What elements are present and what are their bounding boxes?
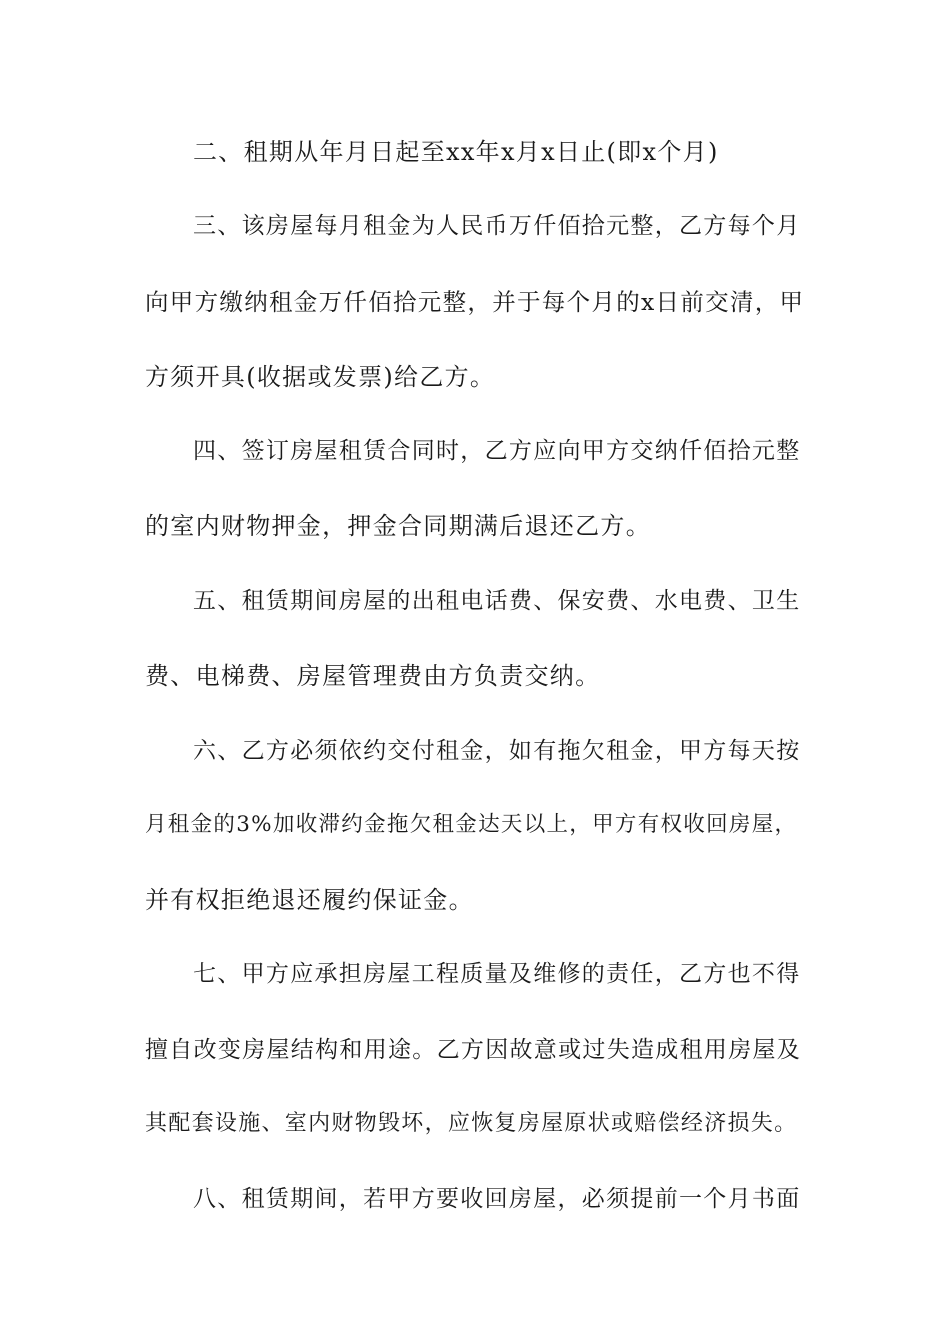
clause-5-line-1: 五、租赁期间房屋的出租电话费、保安费、水电费、卫生 xyxy=(193,588,801,614)
clause-6-line-3: 并有权拒绝退还履约保证金。 xyxy=(145,886,474,914)
clause-3-line-1: 三、该房屋每月租金为人民币万仟佰拾元整，乙方每个月 xyxy=(193,213,801,239)
clause-6-line-1: 六、乙方必须依约交付租金，如有拖欠租金，甲方每天按 xyxy=(193,738,801,764)
clause-7-line-1: 七、甲方应承担房屋工程质量及维修的责任，乙方也不得 xyxy=(193,961,801,987)
clause-3-line-2: 向甲方缴纳租金万仟佰拾元整，并于每个月的x日前交清，甲 xyxy=(145,288,805,316)
clause-6-line-2: 月租金的3%加收滞约金拖欠租金达天以上，甲方有权收回房屋， xyxy=(145,812,798,837)
clause-7-line-3: 其配套设施、室内财物毁坏，应恢复房屋原状或赔偿经济损失。 xyxy=(145,1111,798,1136)
clause-8-line-1: 八、租赁期间，若甲方要收回房屋，必须提前一个月书面 xyxy=(193,1186,801,1212)
clause-3-line-3: 方须开具(收据或发票)给乙方。 xyxy=(145,363,496,391)
clause-4-line-2: 的室内财物押金，押金合同期满后退还乙方。 xyxy=(145,512,651,540)
clause-5-line-2: 费、电梯费、房屋管理费由方负责交纳。 xyxy=(145,662,601,690)
clause-2-line-1: 二、租期从年月日起至xx年x月x日止(即x个月) xyxy=(193,138,719,166)
clause-4-line-1: 四、签订房屋租赁合同时，乙方应向甲方交纳仟佰拾元整 xyxy=(193,438,801,464)
clause-7-line-2: 擅自改变房屋结构和用途。乙方因故意或过失造成租用房屋及 xyxy=(145,1037,802,1063)
